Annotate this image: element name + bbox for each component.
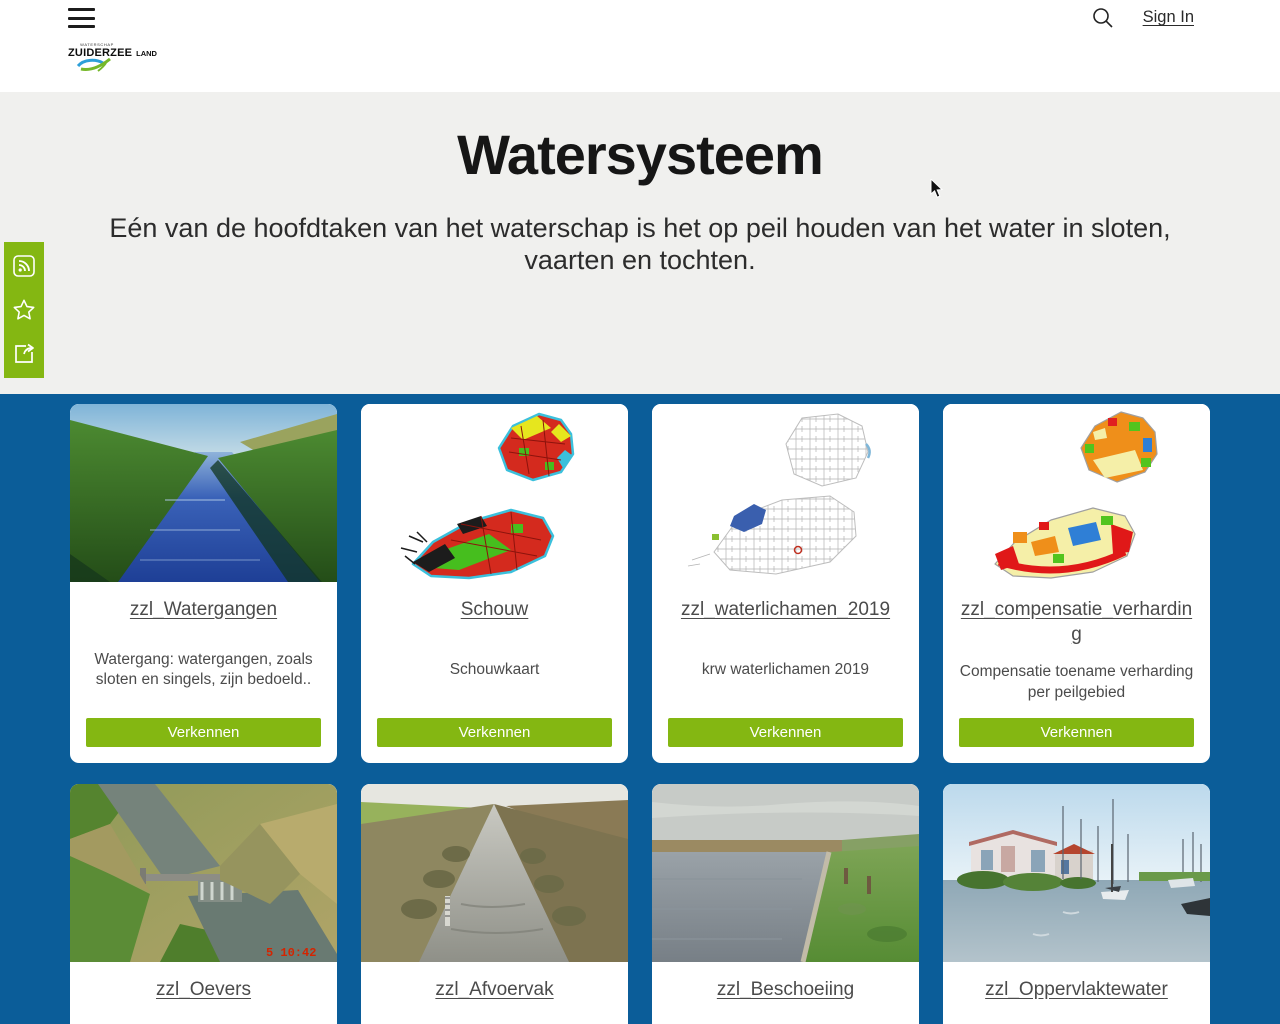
card-zzl-beschoeiing [652, 784, 919, 1024]
sign-in-link[interactable]: Sign In [1142, 8, 1194, 26]
share-icon[interactable] [12, 342, 36, 366]
card-title-link[interactable]: zzl_Watergangen [129, 599, 278, 620]
card-title-link[interactable]: zzl_Beschoeiing [716, 979, 855, 1000]
verkennen-button[interactable]: Verkennen [377, 718, 612, 747]
verkennen-button[interactable]: Verkennen [668, 718, 903, 747]
card-title-link[interactable]: zzl_Oevers [155, 979, 252, 1000]
site-header [0, 0, 1280, 92]
logo-swoosh-icon [76, 58, 116, 72]
card-thumbnail-compensatie-map[interactable] [943, 404, 1210, 582]
hero-section [0, 92, 1280, 394]
page-title: Watersysteem [457, 123, 823, 186]
card-thumbnail-schouw-map[interactable] [361, 404, 628, 582]
logo-main-text: ZUIDERZEE [68, 47, 133, 59]
card-description: Compensatie toename verharding per peilgebied [959, 663, 1194, 701]
card-zzl-oppervlaktewater [943, 784, 1210, 1024]
photo-timestamp: 5 10:42 [266, 946, 317, 960]
card-thumbnail-harbour-photo[interactable] [943, 784, 1210, 962]
zuiderzeeland-logo[interactable] [68, 42, 157, 72]
logo-small-text: WATERSCHAP [80, 42, 114, 47]
page-subtitle: Eén van de hoofdtaken van het waterschap is het op peil houden van het water in sloten, vaarten en tochten. [109, 213, 1171, 275]
card-title-link[interactable]: zzl_Oppervlaktewater [985, 979, 1168, 1000]
card-zzl-waterlichamen-2019 [652, 404, 919, 763]
card-title-link[interactable]: zzl_waterlichamen_2019 [680, 599, 891, 620]
card-title-link[interactable]: zzl_compensatie_verharding [960, 599, 1193, 645]
content-section [0, 394, 1280, 1024]
logo-suffix-text: LAND [136, 49, 157, 58]
verkennen-button[interactable]: Verkennen [959, 718, 1194, 747]
verkennen-button[interactable]: Verkennen [86, 718, 321, 747]
card-zzl-afvoervak [361, 784, 628, 1024]
rss-feed-icon[interactable] [12, 254, 36, 278]
search-icon[interactable] [1092, 7, 1114, 29]
card-title-link[interactable]: Schouw [460, 599, 529, 620]
card-gallery [0, 404, 1280, 1024]
favorite-star-icon[interactable] [12, 298, 36, 322]
card-description: krw waterlichamen 2019 [701, 661, 870, 679]
card-zzl-watergangen [70, 404, 337, 763]
card-zzl-oevers [70, 784, 337, 1024]
card-description: Watergang: watergangen, zoals sloten en singels, zijn bedoeld.. [94, 650, 313, 689]
card-zzl-compensatie-verharding [943, 404, 1210, 763]
hamburger-menu-icon[interactable] [68, 8, 95, 28]
card-description: Schouwkaart [449, 661, 540, 679]
share-toolbar [4, 242, 44, 378]
card-schouw [361, 404, 628, 763]
card-thumbnail-canal-photo[interactable] [70, 404, 337, 582]
card-title-link[interactable]: zzl_Afvoervak [435, 979, 554, 1000]
card-thumbnail-ditch-weir-photo[interactable] [70, 784, 337, 962]
card-thumbnail-drainage-channel-photo[interactable] [361, 784, 628, 962]
card-thumbnail-shore-revetment-photo[interactable] [652, 784, 919, 962]
card-thumbnail-waterlichamen-map[interactable] [652, 404, 919, 582]
